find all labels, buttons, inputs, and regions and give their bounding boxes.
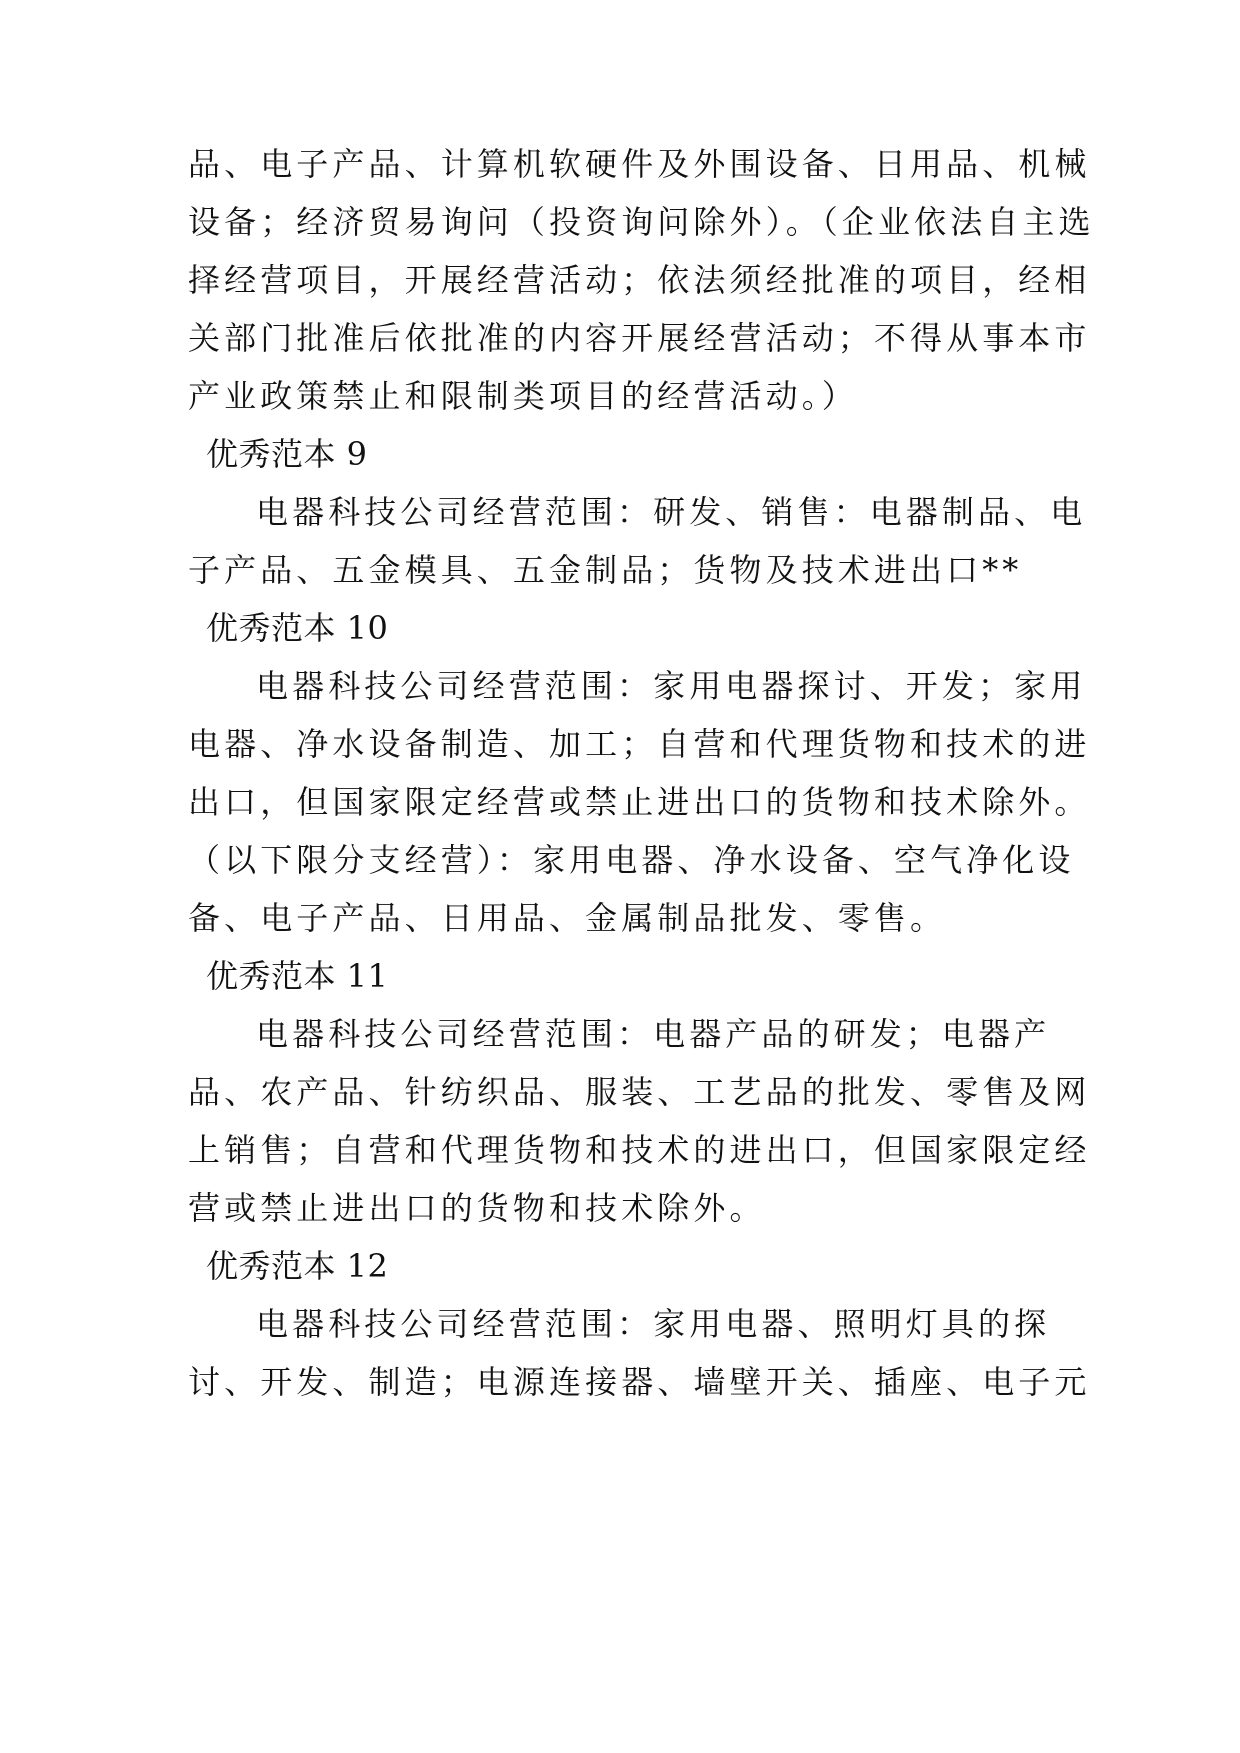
body-text-line: 设备；经济贸易询问（投资询问除外）。（企业依法自主选 — [188, 203, 1095, 241]
paragraph-first-line: 电器科技公司经营范围：电器产品的研发；电器产 — [256, 1015, 1051, 1053]
section-heading: 优秀范本 9 — [206, 435, 368, 473]
body-text-line: 品、农产品、针纺织品、服装、工艺品的批发、零售及网 — [188, 1073, 1091, 1111]
body-text-line: 关部门批准后依批准的内容开展经营活动；不得从事本市 — [188, 319, 1091, 357]
body-text-line: 讨、开发、制造；电源连接器、墙壁开关、插座、电子元 — [188, 1363, 1091, 1401]
body-text-line: 备、电子产品、日用品、金属制品批发、零售。 — [188, 899, 947, 937]
body-text-line: （以下限分支经营）：家用电器、净水设备、空气净化设 — [188, 841, 1075, 879]
body-text-line: 子产品、五金模具、五金制品；货物及技术进出口** — [188, 551, 1023, 589]
paragraph-first-line: 电器科技公司经营范围：家用电器、照明灯具的探 — [256, 1305, 1051, 1343]
body-text-line: 产业政策禁止和限制类项目的经营活动。） — [188, 377, 858, 415]
section-heading: 优秀范本 10 — [206, 609, 389, 647]
body-text-line: 电器、净水设备制造、加工；自营和代理货物和技术的进 — [188, 725, 1091, 763]
section-heading: 优秀范本 12 — [206, 1247, 389, 1285]
body-text-line: 择经营项目，开展经营活动；依法须经批准的项目，经相 — [188, 261, 1091, 299]
body-text-line: 出口，但国家限定经营或禁止进出口的货物和技术除外。 — [188, 783, 1091, 821]
body-text-line: 营或禁止进出口的货物和技术除外。 — [188, 1189, 766, 1227]
body-text-line: 上销售；自营和代理货物和技术的进出口，但国家限定经 — [188, 1131, 1091, 1169]
section-heading: 优秀范本 11 — [206, 957, 389, 995]
paragraph-first-line: 电器科技公司经营范围：家用电器探讨、开发；家用 — [256, 667, 1087, 705]
paragraph-first-line: 电器科技公司经营范围：研发、销售：电器制品、电 — [256, 493, 1087, 531]
body-text-line: 品、电子产品、计算机软硬件及外围设备、日用品、机械 — [188, 145, 1091, 183]
